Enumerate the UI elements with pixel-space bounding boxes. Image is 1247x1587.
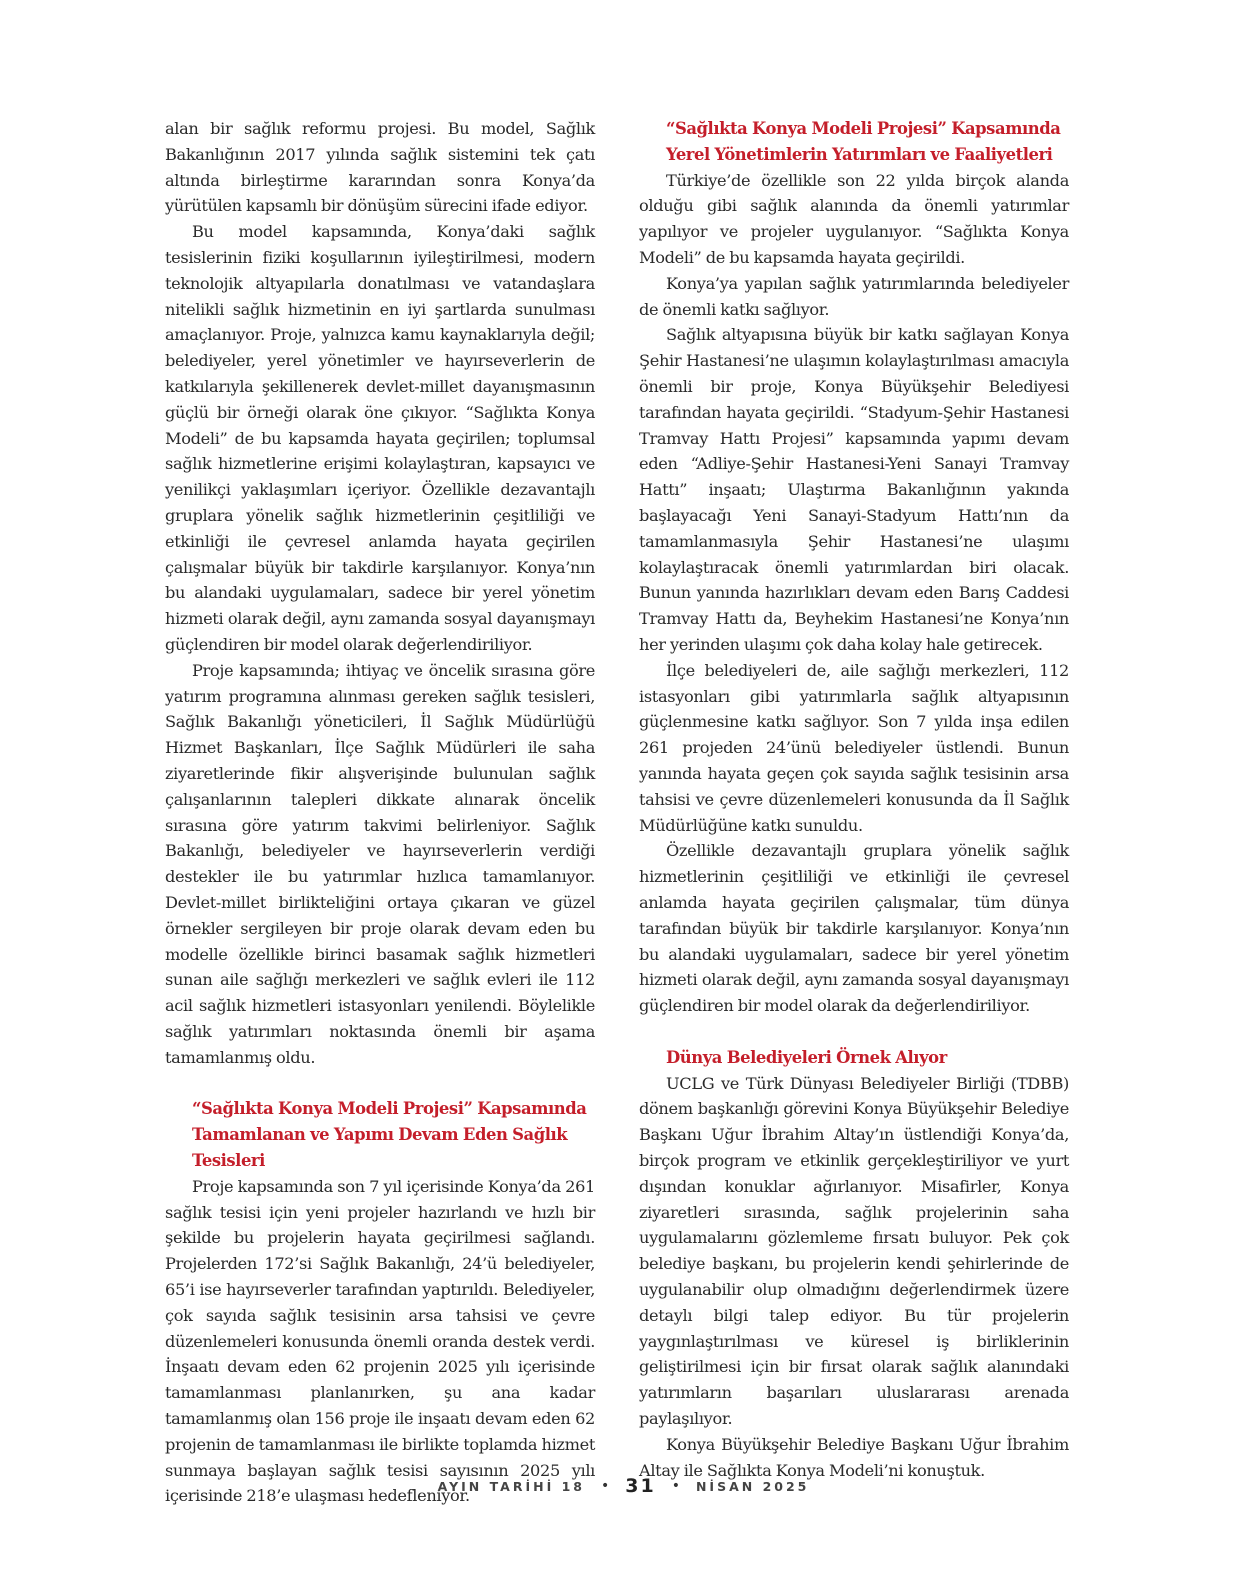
paragraph: Proje kapsamında; ihtiyaç ve öncelik sırasına göre yatırım programına alınması gereken sağlık tesisleri, Sağlık Bakanlığı yöneticileri, İl Sağlık Müdürlüğü Hizmet Başkanları, İlçe Sağlık Müdürleri ile saha ziyaretlerinde fikir alışverişinde bulunulan sağlık çalışanlarının talepleri dikkate alınarak öncelik sırasına göre yatırım takvimi belirleniyor. Sağlık Bakanlığı, belediyeler ve hayırseverlerin verdiği destekler ile bu yatırımlar hızlıca tamamlanıyor. Devlet-millet birlikteliğini ortaya çıkaran ve güzel örnekler sergileyen bir proje olarak devam eden bu modelle özellikle birinci basamak sağlık hizmetleri sunan aile sağlığı merkezleri ve sağlık evleri ile 112 acil sağlık hizmetleri istasyonları yenilendi. Böylelikle sağlık yatırımları noktasında önemli bir aşama tamamlanmış oldu. bbox=[165, 660, 595, 1067]
paragraph: İlçe belediyeleri de, aile sağlığı merkezleri, 112 istasyonları gibi yatırımlarla sağlık altyapısının güçlenmesine katkı sağlıyor. Son 7 yılda inşa edilen 261 projeden 24’ünü belediyeler üstlendi. Bunun yanında hayata geçen çok sayıda sağlık tesisinin arsa tahsisi ve çevre düzenlemeleri konusunda da İl Sağlık Müdürlüğüne katkı sunuldu. bbox=[639, 660, 1069, 835]
right-column bbox=[639, 116, 1069, 1483]
bullet-separator-icon: • bbox=[671, 1478, 680, 1494]
paragraph: Konya’ya yapılan sağlık yatırımlarında belediyeler de önemli katkı sağlıyor. bbox=[639, 273, 1069, 319]
page-number: 31 bbox=[625, 1475, 656, 1497]
paragraph: Özellikle dezavantajlı gruplara yönelik sağlık hizmetlerinin çeşitliliği ve etkinliği ile çevresel anlamda hayata geçirilen çalışmalar, tüm dünya tarafından büyük bir takdirle karşılanıyor. Konya’nın bu alandaki uygulamaları, sadece bir yerel yönetim hizmeti olarak değil, aynı zamanda sosyal dayanışmayı güçlendiren bir model olarak da değerlendiriliyor. bbox=[639, 841, 1069, 1016]
paragraph: UCLG ve Türk Dünyası Belediyeler Birliği (TDBB) dönem başkanlığı görevini Konya Büyükşehir Belediye Başkanı Uğur İbrahim Altay’ın üstlendiği Konya’da, birçok program ve etkinlik gerçekleştiriliyor ve yurt dışından konuklar ağırlanıyor. Misafirler, Konya ziyaretleri sırasında, sağlık projelerinin saha uygulamalarını gözlemleme fırsatı buluyor. Pek çok belediye başkanı, bu projelerin kendi şehirlerinde de uygulanabilir olup olmadığını değerlendirmek üzere detaylı bilgi talep ediyor. Bu tür projelerin yaygınlaştırılması ve küresel iş birliklerinin geliştirilmesi için bir fırsat olarak sağlık alanındaki yatırımların başarıları uluslararası arenada paylaşılıyor. bbox=[639, 1073, 1069, 1429]
publication-name: AYIN TARİHİ 18 bbox=[437, 1478, 585, 1494]
section-heading: “Sağlıkta Konya Modeli Projesi” Kapsamında Yerel Yönetimlerin Yatırımları ve Faaliyetleri bbox=[666, 119, 1061, 164]
section-heading: “Sağlıkta Konya Modeli Projesi” Kapsamında Tamamlanan ve Yapımı Devam Eden Sağlık Tesisleri bbox=[192, 1099, 587, 1171]
paragraph: alan bir sağlık reformu projesi. Bu model, Sağlık Bakanlığının 2017 yılında sağlık sistemini tek çatı altında birleştirme kararından sonra Konya’da yürütülen kapsamlı bir dönüşüm sürecini ifade ediyor. bbox=[165, 119, 595, 216]
page-footer bbox=[0, 1475, 1247, 1497]
paragraph: Sağlık altyapısına büyük bir katkı sağlayan Konya Şehir Hastanesi’ne ulaşımın kolaylaştırılması amacıyla önemli bir proje, Konya Büyükşehir Belediyesi tarafından hayata geçirildi. “Stadyum-Şehir Hastanesi Tramvay Hattı Projesi” kapsamında yapımı devam eden “Adliye-Şehir Hastanesi-Yeni Sanayi Tramvay Hattı” inşaatı; Ulaştırma Bakanlığının yakında başlayacağı Yeni Sanayi-Stadyum Hattı’nın da tamamlanmasıyla Şehir Hastanesi’ne ulaşımı kolaylaştıracak önemli yatırımlardan biri olacak. Bunun yanında hazırlıkları devam eden Barış Caddesi Tramvay Hattı da, Beyhekim Hastanesi’ne Konya’nın her yerinden ulaşımı çok daha kolay hale getirecek. bbox=[639, 325, 1069, 654]
paragraph: Türkiye’de özellikle son 22 yılda birçok alanda olduğu gibi sağlık alanında da önemli yatırımlar yapılıyor ve projeler uygulanıyor. “Sağlıkta Konya Modeli” de bu kapsamda hayata geçirildi. bbox=[639, 170, 1069, 267]
left-column bbox=[165, 116, 595, 1509]
section-heading: Dünya Belediyeleri Örnek Alıyor bbox=[666, 1047, 947, 1067]
bullet-separator-icon: • bbox=[600, 1478, 610, 1494]
paragraph: Proje kapsamında son 7 yıl içerisinde Konya’da 261 sağlık tesisi için yeni projeler hazırlandı ve hızlı bir şekilde bu projelerin hayata geçirilmesi sağlandı. Projelerden 172’si Sağlık Bakanlığı, 24’ü belediyeler, 65’i ise hayırseverler tarafından yaptırıldı. Belediyeler, çok sayıda sağlık tesisinin arsa tahsisi ve çevre düzenlemeleri konusunda önemli oranda destek verdi. İnşaatı devam eden 62 projenin 2025 yılı içerisinde tamamlanması planlanırken, şu ana kadar tamamlanmış olan 156 proje ile inşaatı devam eden 62 projenin de tamamlanması ile birlikte toplamda hizmet sunmaya başlayan sağlık tesisi sayısının 2025 yılı içerisinde 218’e ulaşması hedefleniyor. bbox=[165, 1176, 595, 1506]
issue-date: NİSAN 2025 bbox=[695, 1478, 810, 1494]
paragraph: Konya Büyükşehir Belediye Başkanı Uğur İbrahim Altay ile Sağlıkta Konya Modeli’ni konuştuk. bbox=[639, 1434, 1069, 1480]
paragraph: Bu model kapsamında, Konya’daki sağlık tesislerinin fiziki koşullarının iyileştirilmesi, modern teknolojik altyapılarla donatılması ve vatandaşlara nitelikli sağlık hizmetinin en iyi şartlarda sunulması amaçlanıyor. Proje, yalnızca kamu kaynaklarıyla değil; belediyeler, yerel yönetimler ve hayırseverlerin de katkılarıyla şekillenerek devlet-millet dayanışmasının güçlü bir örneği olarak öne çıkıyor. “Sağlıkta Konya Modeli” de bu kapsamda hayata geçirilen; toplumsal sağlık hizmetlerine erişimi kolaylaştıran, kapsayıcı ve yenilikçi yaklaşımları içeriyor. Özellikle dezavantajlı gruplara yönelik sağlık hizmetlerinin çeşitliliği ve etkinliği ile çevresel anlamda hayata geçirilen çalışmalar büyük bir takdirle karşılanıyor. Konya’nın bu alandaki uygulamaları, sadece bir yerel yönetim hizmeti olarak değil, aynı zamanda sosyal dayanışmayı güçlendiren bir model olarak değerlendiriliyor. bbox=[165, 222, 595, 654]
